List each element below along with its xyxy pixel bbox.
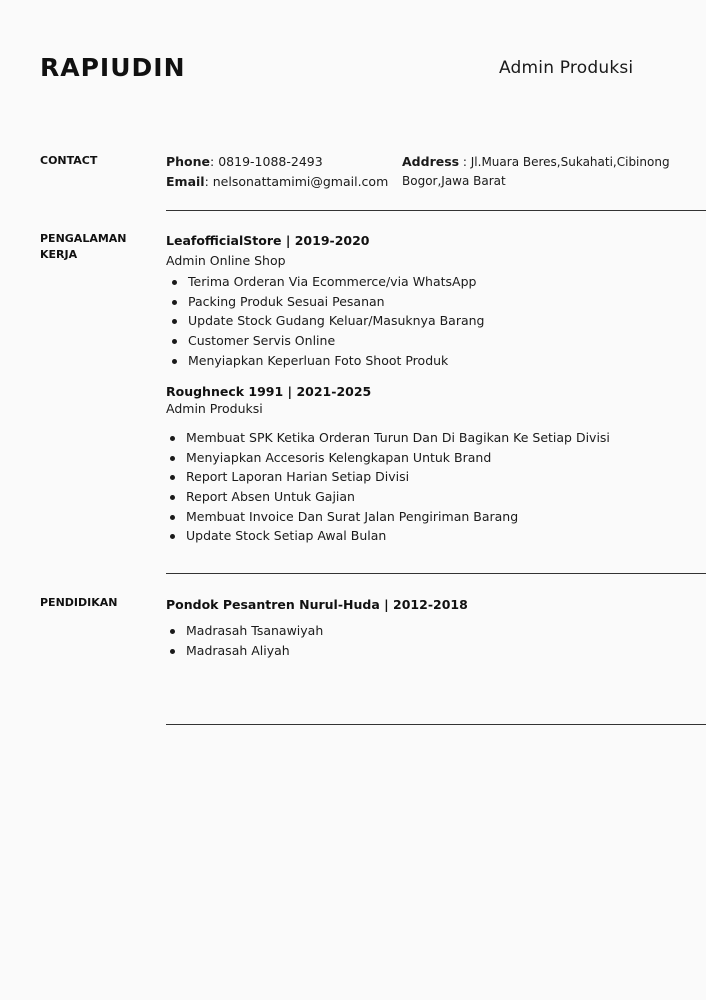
list-item — [164, 487, 610, 507]
section-label-experience — [40, 231, 150, 263]
email-value: : nelsonattamimi@gmail.com — [204, 174, 389, 189]
education-heading: Pondok Pesantren Nurul-Huda | 2012-2018 — [166, 597, 468, 612]
list-item-text: Report Laporan Harian Setiap Divisi — [186, 469, 410, 485]
bullet-icon — [172, 319, 177, 324]
list-item — [166, 311, 484, 331]
list-item — [164, 526, 610, 546]
bullet-icon — [170, 495, 175, 500]
email-line — [166, 174, 388, 189]
address-label: Address — [402, 154, 460, 169]
job-heading: Roughneck 1991 | 2021-2025 — [166, 384, 372, 399]
section-label-education: PENDIDIKAN — [40, 596, 118, 609]
bullet-icon — [170, 629, 175, 634]
bullet-icon — [172, 359, 177, 364]
candidate-name: RAPIUDIN — [40, 53, 186, 82]
list-item — [164, 428, 610, 448]
job-duties-list — [166, 272, 484, 370]
list-item — [164, 641, 323, 661]
list-item-text: Madrasah Tsanawiyah — [186, 623, 324, 638]
phone-value: : 0819-1088-2493 — [210, 154, 323, 169]
job-duties-list — [164, 428, 610, 546]
list-item — [164, 467, 610, 487]
list-item — [164, 621, 323, 641]
candidate-title: Admin Produksi — [499, 58, 634, 78]
divider-experience — [166, 573, 706, 574]
email-label: Email — [166, 174, 205, 189]
list-item — [166, 272, 484, 292]
section-label-contact: CONTACT — [40, 154, 98, 167]
bullet-icon — [170, 456, 175, 461]
address-value-1: : Jl.Muara Beres,Sukahati,Cibinong — [459, 155, 670, 169]
list-item — [166, 351, 484, 371]
list-item-text: Terima Orderan Via Ecommerce/via WhatsApp — [188, 274, 477, 289]
list-item-text: Menyiapkan Accesoris Kelengkapan Untuk Brand — [186, 449, 492, 465]
job-role: Admin Online Shop — [166, 253, 286, 268]
bullet-icon — [170, 515, 175, 520]
address-line-2: Bogor,Jawa Barat — [402, 174, 506, 188]
bullet-icon — [170, 649, 175, 654]
experience-label-line1: PENGALAMAN — [40, 232, 127, 245]
bullet-icon — [172, 339, 177, 344]
bullet-icon — [172, 300, 177, 305]
experience-label-line2: KERJA — [40, 248, 78, 261]
list-item — [166, 331, 484, 351]
list-item — [164, 448, 610, 468]
list-item-text: Update Stock Gudang Keluar/Masuknya Barang — [188, 313, 485, 329]
list-item — [164, 507, 610, 527]
job-heading: LeafofficialStore | 2019-2020 — [166, 233, 370, 248]
list-item — [166, 292, 484, 312]
education-list — [164, 621, 323, 660]
bullet-icon — [170, 475, 175, 480]
bullet-icon — [172, 280, 177, 285]
job-role: Admin Produksi — [166, 401, 263, 416]
list-item-text: Menyiapkan Keperluan Foto Shoot Produk — [188, 352, 449, 368]
list-item-text: Membuat Invoice Dan Surat Jalan Pengiriman Barang — [186, 508, 519, 524]
list-item-text: Madrasah Aliyah — [186, 642, 290, 658]
list-item-text: Membuat SPK Ketika Orderan Turun Dan Di Bagikan Ke Setiap Divisi — [186, 430, 610, 445]
address-line-1 — [402, 154, 670, 169]
list-item-text: Update Stock Setiap Awal Bulan — [186, 528, 387, 544]
divider-contact — [166, 210, 706, 211]
bullet-icon — [170, 534, 175, 539]
bullet-icon — [170, 436, 175, 441]
phone-label: Phone — [166, 154, 211, 169]
list-item-text: Report Absen Untuk Gajian — [186, 489, 355, 505]
divider-education — [166, 724, 706, 725]
list-item-text: Packing Produk Sesuai Pesanan — [188, 293, 385, 309]
phone-line — [166, 154, 323, 169]
list-item-text: Customer Servis Online — [188, 333, 336, 349]
